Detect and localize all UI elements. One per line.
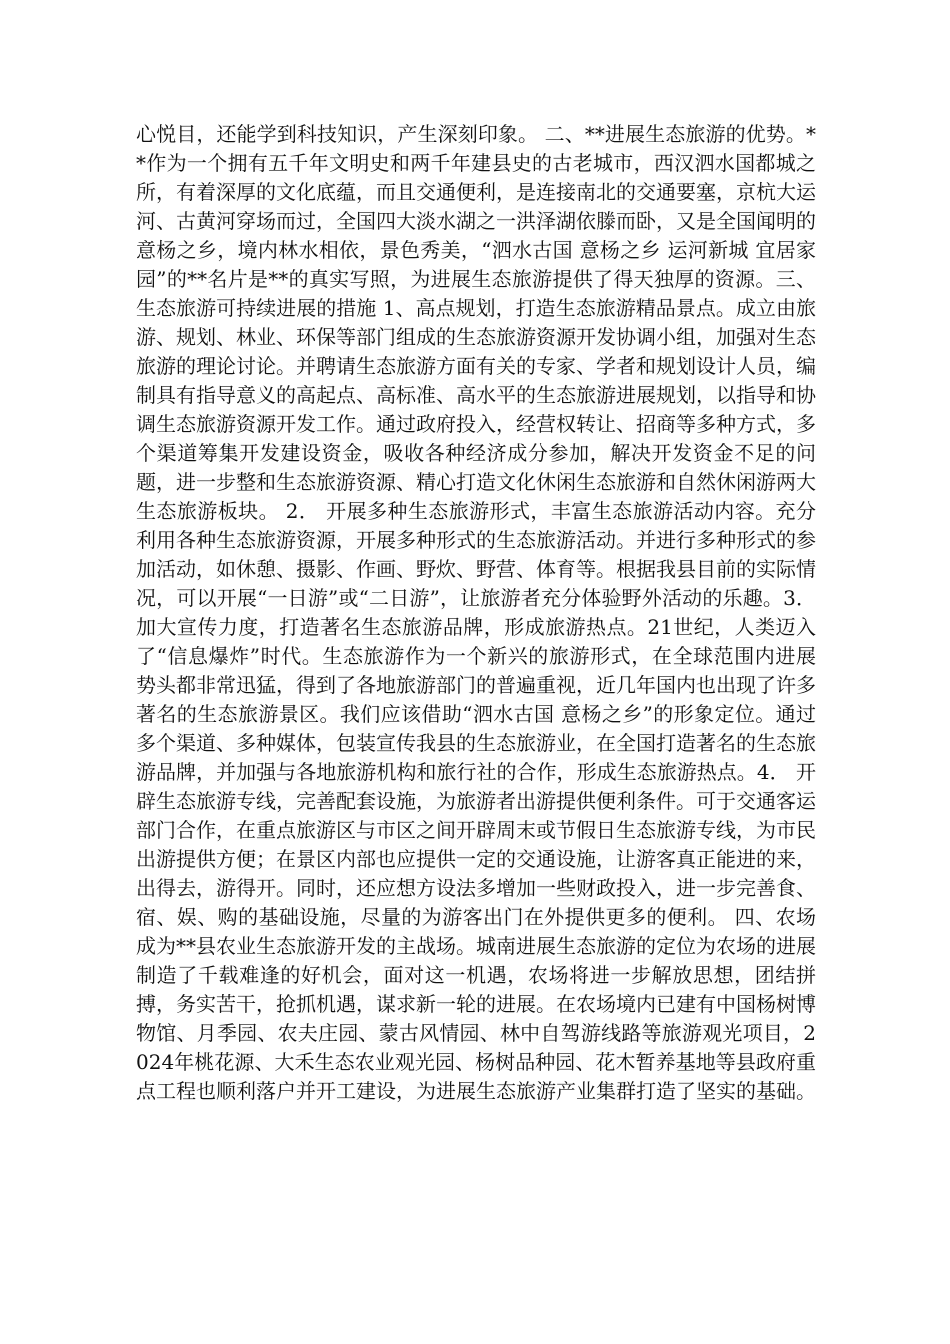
body-paragraph: 心悦目，还能学到科技知识，产生深刻印象。 二、**进展生态旅游的优势。**作为一个拥有五千年文明史和两千年建县史的古老城市，西汉泗水国都城之所，有着深厚的文化底蕴，而且交通便利，是连接南北的交通要塞，京杭大运河、古黄河穿场而过，全国四大淡水湖之一洪泽湖依滕而卧，又是全国闻明的意杨之乡，境内林水相依，景色秀美，“泗水古国 意杨之乡 运河新城 宜居家园”的**名片是**的真实写照，为进展生态旅游提供了得天独厚的资源。三、生态旅游可持续进展的措施 1、高点规划，打造生态旅游精品景点。成立由旅游、规划、林业、环保等部门组成的生态旅游资源开发协调小组，加强对生态旅游的理论讨论。并聘请生态旅游方面有关的专家、学者和规划设计人员，编制具有指导意义的高起点、高标准、高水平的生态旅游进展规划，以指导和协调生态旅游资源开发工作。通过政府投入，经营权转让、招商等多种方式，多个渠道筹集开发建设资金，吸收各种经济成分参加，解决开发资金不足的问题，进一步整和生态旅游资源、精心打造文化休闲生态旅游和自然休闲游两大生态旅游板块。 2． 开展多种生态旅游形式，丰富生态旅游活动内容。充分利用各种生态旅游资源，开展多种形式的生态旅游活动。并进行多种形式的参加活动，如休憩、摄影、作画、野炊、野营、体育等。根据我县目前的实际情况，可以开展“一日游”或“二日游”，让旅游者充分体验野外活动的乐趣。3． 加大宣传力度，打造著名生态旅游品牌，形成旅游热点。21世纪，人类迈入了“信息爆炸”时代。生态旅游作为一个新兴的旅游形式，在全球范围内进展势头都非常迅猛，得到了各地旅游部门的普遍重视，近几年国内也出现了许多著名的生态旅游景区。我们应该借助“泗水古国 意杨之乡”的形象定位。通过多个渠道、多种媒体，包装宣传我县的生态旅游业，在全国打造著名的生态旅游品牌，并加强与各地旅游机构和旅行社的合作，形成生态旅游热点。4． 开辟生态旅游专线，完善配套设施，为旅游者出游提供便利条件。可于交通客运部门合作，在重点旅游区与市区之间开辟周末或节假日生态旅游专线，为市民出游提供方便；在景区内部也应提供一定的交通设施，让游客真正能进的来，出得去，游得开。同时，还应想方设法多增加一些财政投入，进一步完善食、宿、娱、购的基础设施，尽量的为游客出门在外提供更多的便利。 四、农场成为**县农业生态旅游开发的主战场。城南进展生态旅游的定位为农场的进展制造了千载难逢的好机会，面对这一机遇，农场将进一步解放思想，团结拼搏，务实苦干，抢抓机遇，谋求新一轮的进展。在农场境内已建有中国杨树博物馆、月季园、农夫庄园、蒙古风情园、林中自驾游线路等旅游观光项目，2024年桃花源、大禾生态农业观光园、杨树品种园、花木暂养基地等县政府重点工程也顺利落户并开工建设，为进展生态旅游产业集群打造了坚实的基础。: [136, 122, 816, 1103]
